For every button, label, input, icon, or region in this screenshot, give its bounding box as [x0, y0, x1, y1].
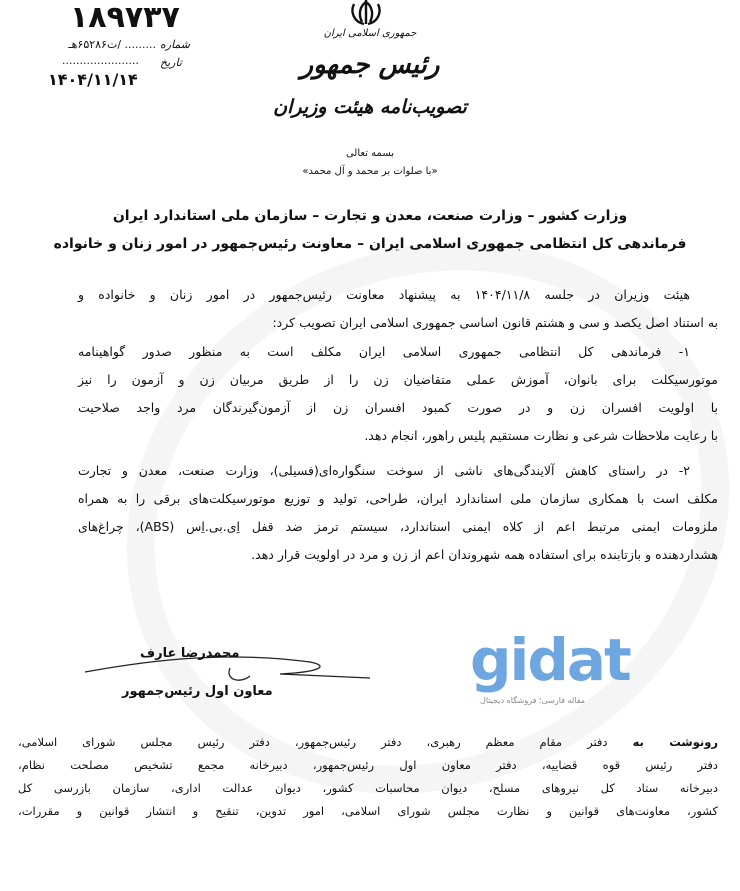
- date-value: ۱۴۰۴/۱۱/۱۴: [48, 70, 138, 89]
- signatory-title: معاون اول رئیس‌جمهور: [122, 684, 273, 699]
- article-2-line: مکلف است با همکاری سازمان ملی استاندارد ایران، طراحی، تولید و توزیع موتورسیکلت‌های برقی را به همراه: [78, 491, 718, 506]
- body-line: به استناد اصل یکصد و سی و هشتم قانون اساسی جمهوری اسلامی ایران تصویب کرد:: [272, 315, 718, 330]
- article-1-line: با رعایت ملاحظات شرعی و نظارت مستقیم پلیس راهور، انجام دهد.: [364, 428, 718, 443]
- date-dots: ......................: [62, 54, 139, 67]
- country-name: جمهوری اسلامی ایران: [323, 28, 417, 39]
- invocation: بسمه تعالی: [345, 148, 395, 159]
- watermark-caption: مقاله فارسی؛ فروشگاه دیجیتال: [480, 696, 586, 705]
- office-title: رئیس جمهور: [300, 50, 440, 80]
- body-line: هیئت وزیران در جلسه ۱۴۰۴/۱۱/۸ به پیشنهاد معاونت رئیس‌جمهور در امور زنان و خانواده و: [78, 287, 690, 302]
- gidat-logo: gidat: [470, 626, 630, 694]
- salutation: «با صلوات بر محمد و آل محمد»: [302, 166, 438, 177]
- article-2-line: ۲- در راستای کاهش آلایندگی‌های ناشی از سوخت سنگواره‌ای(فسیلی)، وزارت صنعت، معدن و تجارت: [78, 463, 690, 478]
- background-seal-watermark: [36, 145, 740, 891]
- number-label: شماره: [160, 38, 191, 51]
- article-1-line: با اولویت افسران زن و در صورت کمبود افسران زن از آزمون‌گیرندگان مرد واجد صلاحیت: [78, 400, 718, 415]
- number-value: ......... /ت۶۵۲۸۶هـ: [68, 38, 156, 51]
- cc-line: کشور، معاونت‌های قوانین و نظارت مجلس شورای اسلامی، امور تدوین، تنقیح و انتشار قوانین و مقررات،: [18, 804, 718, 818]
- document-type: تصویب‌نامه هیئت وزیران: [273, 96, 467, 118]
- cc-line: دفتر رئیس قوه قضاییه، دفتر معاون اول رئیس‌جمهور، دبیرخانه مجمع تشخیص مصلحت نظام،: [18, 758, 718, 772]
- signatory-name: محمدرضا عارف: [140, 646, 240, 661]
- addressee-line: وزارت کشور – وزارت صنعت، معدن و تجارت – سازمان ملی استاندارد ایران: [112, 208, 628, 224]
- article-1-line: ۱- فرماندهی کل انتظامی جمهوری اسلامی ایران مکلف است به منظور صدور گواهینامه: [78, 344, 690, 359]
- cc-text: دفتر مقام معظم رهبری، دفتر رئیس‌جمهور، دفتر رئیس مجلس شورای اسلامی،: [18, 735, 608, 749]
- cc-line: [18, 735, 718, 750]
- cc-label: رونوشت به: [632, 735, 718, 749]
- article-2-line: ملزومات ایمنی مرتبط اعم از کلاه ایمنی استاندارد، سیستم ترمز ضد قفل اِی.بی.اِس (ABS)، چراغ‌های: [78, 519, 718, 534]
- article-2-line: هشداردهنده و بازتابنده برای استفاده همه شهروندان اعم از زن و مرد در اولویت قرار دهد.: [251, 547, 718, 562]
- addressee-line: فرماندهی کل انتظامی جمهوری اسلامی ایران – معاونت رئیس‌جمهور در امور زنان و خانواده: [53, 236, 687, 252]
- iran-emblem-icon: [348, 0, 384, 30]
- article-1-line: موتورسیکلت برای بانوان، آموزش عملی متقاضیان زن را از طریق مربیان زن و آزمون را نیز: [78, 372, 718, 387]
- date-label: تاریخ: [160, 56, 182, 69]
- serial-stamp: ۱۸۹۷۳۷: [70, 0, 180, 35]
- cc-line: دبیرخانه ستاد کل نیروهای مسلح، دیوان محاسبات کشور، دیوان عدالت اداری، سازمان بازرسی کل: [18, 781, 718, 795]
